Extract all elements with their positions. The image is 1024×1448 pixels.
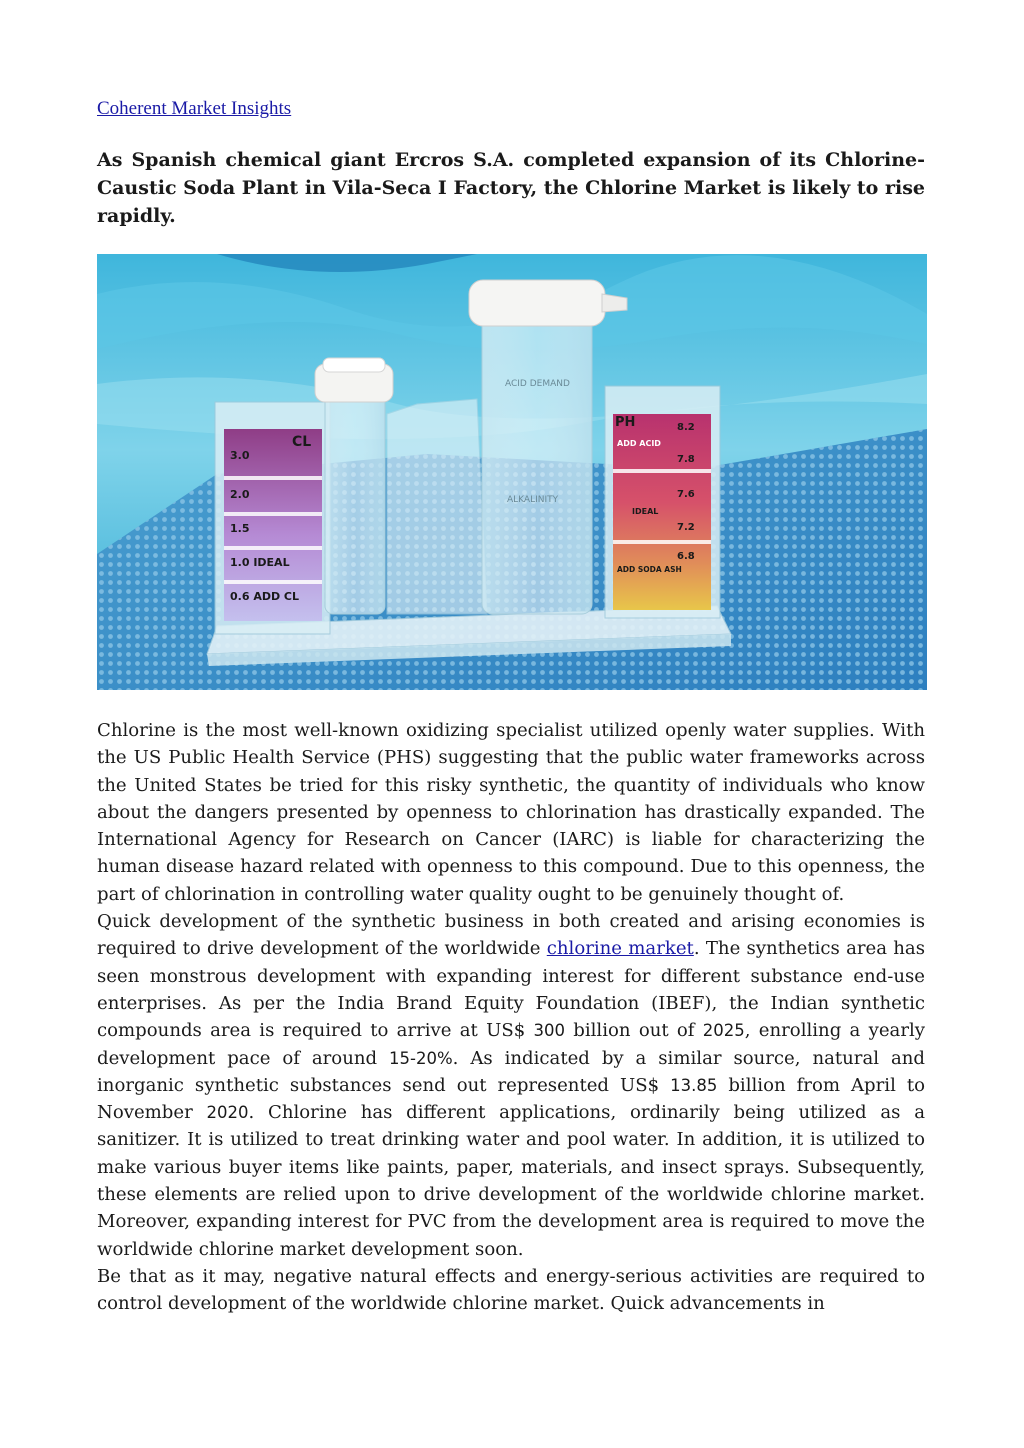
inline-number: 2025 (702, 1021, 745, 1041)
cl-header: CL (292, 434, 312, 450)
cl-level: 0.6 ADD CL (230, 590, 300, 603)
article-body (97, 717, 925, 1318)
ph-label: ADD ACID (617, 439, 661, 448)
cl-level: 1.0 IDEAL (230, 556, 290, 569)
article-headline: As Spanish chemical giant Ercros S.A. completed expansion of its Chlorine-Caustic Soda Plant in Vila-Seca I Factory, the Chlorine Market is likely to rise rapidly. (97, 149, 925, 227)
text-run: . As indicated by a similar source, natural and inorganic synthetic substances send out represented US$ (97, 1047, 925, 1096)
paragraph (97, 908, 925, 1263)
text-run: billion from April to November (97, 1074, 925, 1124)
brand-link[interactable]: Coherent Market Insights (97, 98, 292, 119)
article-image (97, 254, 927, 690)
ph-label: 6.8 (677, 551, 695, 562)
text-run: . The synthetics area has seen monstrous development with expanding interest for different substance end-use enterprises. As per the India Brand Equity Foundation (IBEF), the Indian synthetic compounds area is required to arrive at US$ (97, 938, 925, 1042)
ph-label: ADD SODA ASH (617, 565, 682, 574)
ph-label: 7.6 (677, 489, 695, 500)
inline-number: 300 (533, 1021, 565, 1041)
cl-level: 1.5 (230, 522, 250, 535)
ph-label: 7.2 (677, 522, 695, 533)
inline-number: 15-20% (389, 1048, 453, 1068)
paragraph: Be that as it may, negative natural effects and energy-serious activities are required to control development of the worldwide chlorine market. Quick advancements in (97, 1265, 925, 1315)
ph-header: PH (615, 415, 636, 430)
text-run: . Chlorine has different applications, ordinarily being utilized as a sanitizer. It is utilized to treat drinking water and pool water. In addition, it is utilized to make various buyer items like paints, paper, materials, and insect sprays. Subsequently, these elements are relied upon to drive development of the worldwide chlorine market. Moreover, expanding interest for PVC from the development area is required to move the worldwide chlorine market development soon. (97, 1102, 925, 1260)
text-run: , enrolling a yearly development pace of around (97, 1020, 925, 1069)
chlorine-market-link[interactable]: chlorine market (546, 938, 694, 960)
cl-level: 2.0 (230, 488, 250, 501)
cl-level: 3.0 (230, 449, 250, 462)
paragraph: Chlorine is the most well-known oxidizing specialist utilized openly water supplies. With the US Public Health Service (PHS) suggesting that the public water frameworks across the United States be tried for this risky synthetic, the quantity of individuals who know about the dangers presented by openness to chlorination has drastically expanded. The International Agency for Research on Cancer (IARC) is liable for characterizing the human disease hazard related with openness to this compound. Due to this openness, the part of chlorination in controlling water quality ought to be genuinely thought of. (97, 720, 925, 905)
vial-label: ACID DEMAND (505, 379, 570, 389)
ph-label: 7.8 (677, 454, 695, 465)
text-run: Quick development of the synthetic business in both created and arising economies is required to drive development of the worldwide (97, 911, 925, 960)
ph-label: IDEAL (632, 507, 659, 516)
text-run: billion out of (565, 1020, 703, 1042)
vial-label: ALKALINITY (507, 495, 559, 505)
inline-number: 13.85 (670, 1075, 718, 1095)
inline-number: 2020 (206, 1103, 249, 1123)
ph-label: 8.2 (677, 422, 695, 433)
